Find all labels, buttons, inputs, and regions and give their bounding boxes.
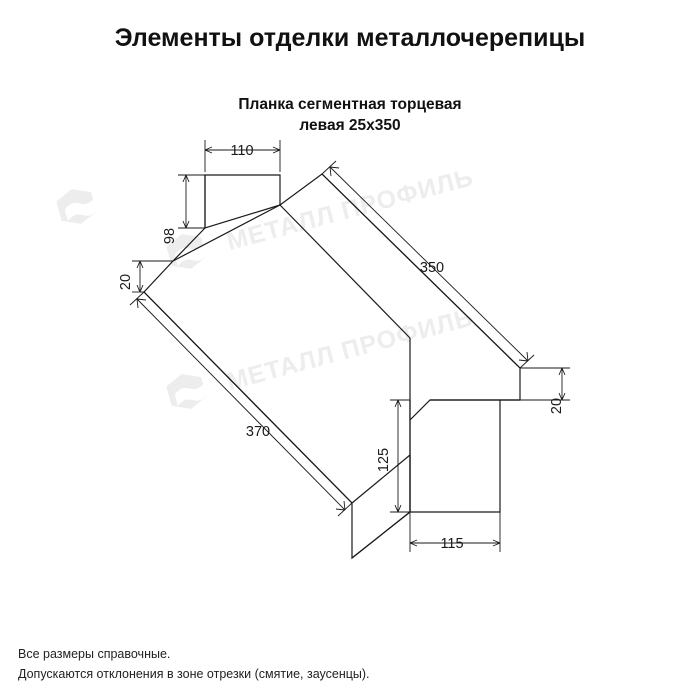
- dimension-20-left: 20: [118, 273, 134, 291]
- dimension-98: 98: [162, 227, 178, 245]
- dimension-125: 125: [376, 447, 392, 473]
- page-title: Элементы отделки металлочерепицы: [114, 24, 586, 52]
- svg-text:МЕТАЛЛ ПРОФИЛЬ: МЕТАЛЛ ПРОФИЛЬ: [223, 303, 477, 397]
- footnote-line1: Все размеры справочные.: [18, 647, 171, 661]
- dimension-110: 110: [230, 143, 254, 159]
- footnote-line2: Допускаются отклонения в зоне отрезки (смятие, заусенцы).: [18, 667, 370, 681]
- dimension-370: 370: [245, 424, 271, 440]
- dimension-115: 115: [440, 536, 464, 552]
- dimension-350: 350: [419, 260, 445, 276]
- watermark-text: МЕТАЛЛ ПРОФИЛЬ: [223, 163, 477, 257]
- product-name-line1: Планка сегментная торцевая: [238, 96, 462, 113]
- dimension-20-right: 20: [549, 397, 565, 415]
- product-name-line2: левая 25х350: [299, 117, 401, 134]
- footnote: [18, 644, 370, 684]
